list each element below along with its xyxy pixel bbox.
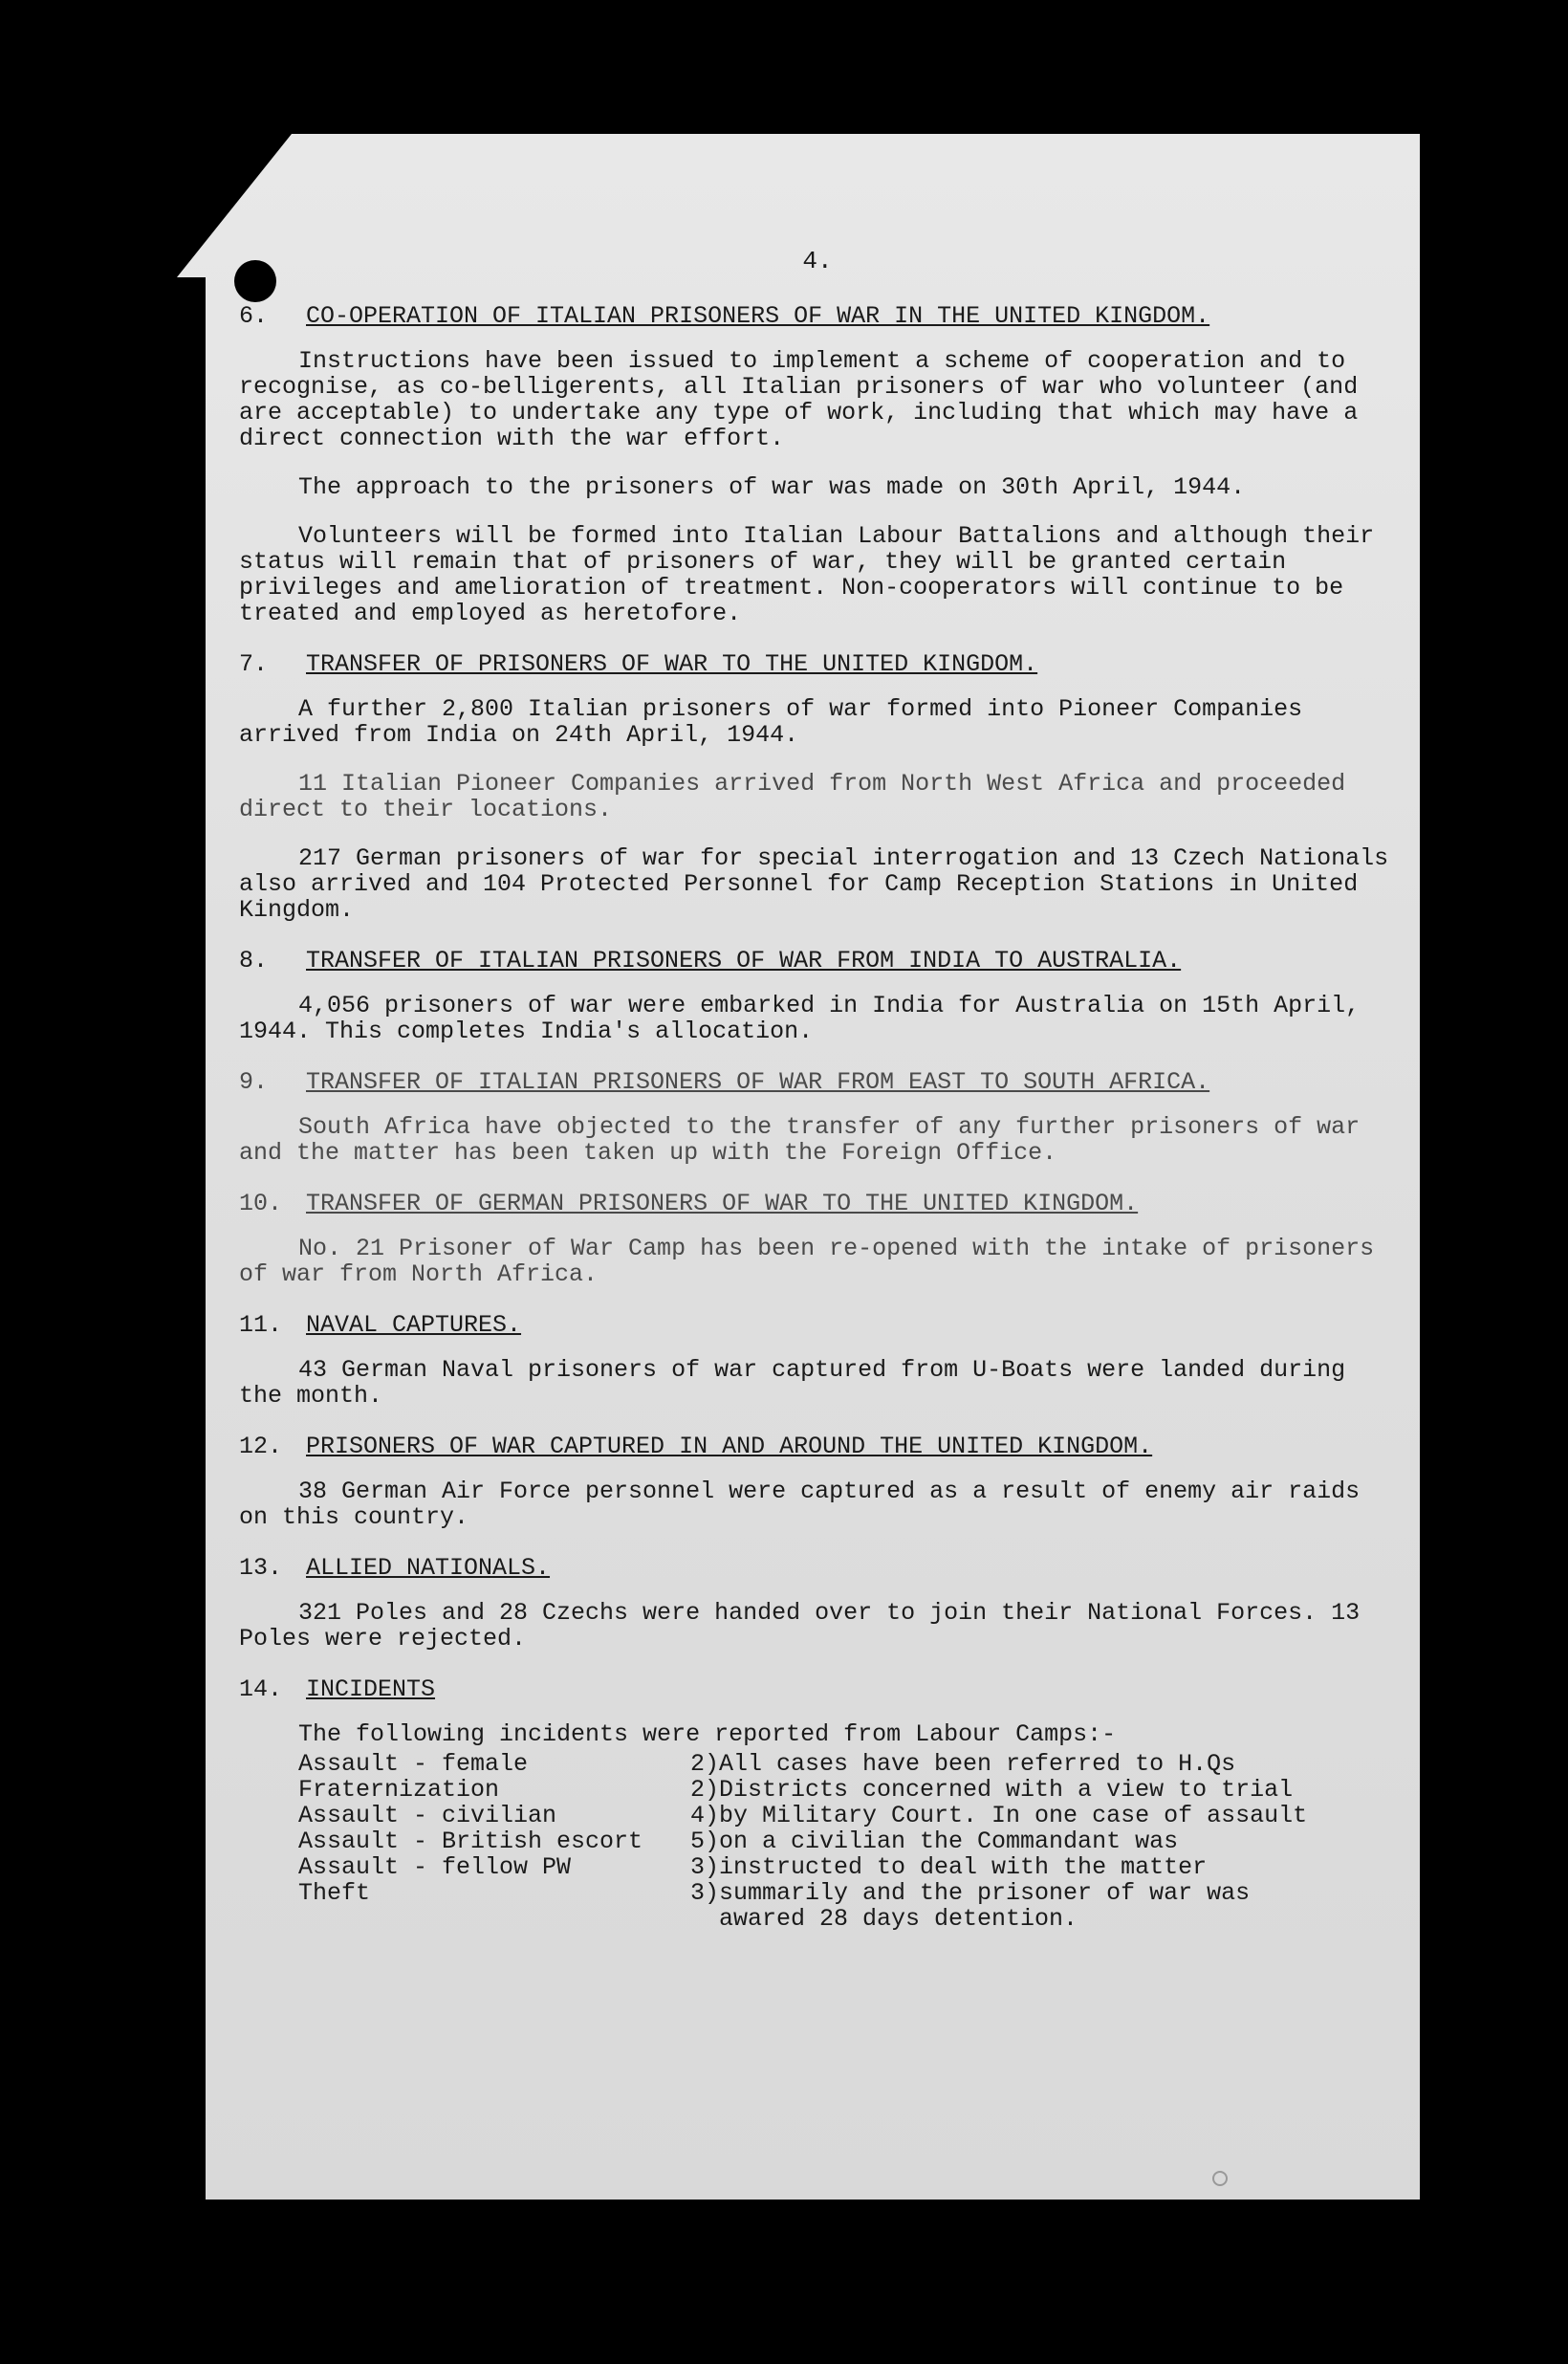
paragraph: 217 German prisoners of war for special interrogation and 13 Czech Nationals also arrived and 104 Protected Personnel for Camp Reception Stations in United Kingdom. — [239, 844, 1404, 924]
paragraph: 11 Italian Pioneer Companies arrived from North West Africa and proceeded direct to their locations. — [239, 770, 1361, 823]
section-title: TRANSFER OF PRISONERS OF WAR TO THE UNITED KINGDOM. — [306, 650, 1038, 678]
section-9 — [239, 1069, 1396, 1166]
incidents-table — [298, 1751, 1396, 1932]
paragraph: 38 German Air Force personnel were captured as a result of enemy air raids on this country. — [239, 1478, 1375, 1531]
paragraph: Instructions have been issued to implement a scheme of cooperation and to recognise, as co-belligerents, all Italian prisoners of war who volunteer (and are acceptable) to undertake any type of work, including that which may have a direct connection with the war effort. — [239, 347, 1373, 452]
section-heading — [239, 1555, 1396, 1581]
section-number: 12. — [239, 1433, 283, 1460]
list-item — [298, 1751, 719, 1777]
page-number: 4. — [802, 247, 833, 275]
section-title: TRANSFER OF ITALIAN PRISONERS OF WAR FROM EAST TO SOUTH AFRICA. — [306, 1068, 1210, 1096]
incident-label: Assault - civilian — [298, 1802, 557, 1829]
section-13 — [239, 1555, 1396, 1652]
section-heading — [239, 303, 1396, 329]
section-6 — [239, 303, 1396, 626]
section-12 — [239, 1434, 1396, 1530]
document-content — [239, 247, 1404, 1945]
incidents-list — [298, 1751, 719, 1932]
list-item — [298, 1854, 719, 1880]
section-number: 7. — [239, 650, 269, 678]
section-8 — [239, 948, 1396, 1044]
section-number: 8. — [239, 947, 269, 974]
section-heading — [239, 1676, 1396, 1702]
incident-label: Fraternization — [298, 1776, 500, 1804]
paragraph: 4,056 prisoners of war were embarked in India for Australia on 15th April, 1944. This completes India's allocation. — [239, 992, 1375, 1045]
section-title: ALLIED NATIONALS. — [306, 1554, 551, 1582]
list-item — [298, 1880, 719, 1906]
section-7 — [239, 650, 1404, 924]
paragraph: Volunteers will be formed into Italian Labour Battalions and although their status will remain that of prisoners of war, they will be granted certain privileges and amelioration of treatment. Non-cooperators will continue to be treated and employed as heretofore. — [239, 522, 1389, 627]
section-number: 10. — [239, 1190, 283, 1217]
incident-count: 3) — [689, 1853, 719, 1881]
section-number: 14. — [239, 1675, 283, 1703]
section-number: 13. — [239, 1554, 283, 1582]
section-11 — [239, 1312, 1396, 1409]
section-title: PRISONERS OF WAR CAPTURED IN AND AROUND THE UNITED KINGDOM. — [306, 1433, 1153, 1460]
incidents-note: All cases have been referred to H.Qs Districts concerned with a view to trial by Military Court. In one case of assault on a civilian the Commandant was instructed to deal with the matter summarily and the prisoner of war was awared 28 days detention. — [719, 1750, 1322, 1933]
paragraph: A further 2,800 Italian prisoners of war formed into Pioneer Companies arrived from India on 24th April, 1944. — [239, 695, 1318, 749]
incident-label: Assault - fellow PW — [298, 1853, 572, 1881]
paragraph: 321 Poles and 28 Czechs were handed over to join their National Forces. 13 Poles were rejected. — [239, 1599, 1375, 1653]
section-number: 6. — [239, 302, 269, 330]
section-heading — [239, 1069, 1396, 1095]
section-number: 11. — [239, 1311, 283, 1339]
list-item — [298, 1803, 719, 1828]
section-heading — [239, 651, 1396, 677]
incident-label: Assault - British escort — [298, 1828, 643, 1855]
incident-label: Theft — [298, 1879, 371, 1907]
incidents-intro: The following incidents were reported from Labour Camps:- — [298, 1720, 1117, 1748]
section-title: TRANSFER OF ITALIAN PRISONERS OF WAR FROM INDIA TO AUSTRALIA. — [306, 947, 1182, 974]
paragraph: No. 21 Prisoner of War Camp has been re-opened with the intake of prisoners of war from North Africa. — [239, 1235, 1389, 1288]
section-title: INCIDENTS — [306, 1675, 436, 1703]
section-number: 9. — [239, 1068, 269, 1096]
section-10 — [239, 1191, 1396, 1287]
section-title: NAVAL CAPTURES. — [306, 1311, 522, 1339]
incident-count: 4) — [689, 1802, 719, 1829]
section-heading — [239, 948, 1396, 974]
section-title: TRANSFER OF GERMAN PRISONERS OF WAR TO THE UNITED KINGDOM. — [306, 1190, 1139, 1217]
section-heading — [239, 1312, 1396, 1338]
section-14 — [239, 1676, 1396, 1932]
paragraph: South Africa have objected to the transfer of any further prisoners of war and the matter has been taken up with the Foreign Office. — [239, 1113, 1375, 1167]
ink-mark — [1212, 2171, 1228, 2186]
section-heading — [239, 1191, 1396, 1216]
incident-label: Assault - female — [298, 1750, 529, 1778]
paragraph: The approach to the prisoners of war was made on 30th April, 1944. — [298, 473, 1246, 501]
incident-count: 2) — [689, 1776, 719, 1804]
incident-count: 3) — [689, 1879, 719, 1907]
incident-count: 2) — [689, 1750, 719, 1778]
section-heading — [239, 1434, 1396, 1459]
list-item — [298, 1777, 719, 1803]
paragraph: 43 German Naval prisoners of war captured from U-Boats were landed during the month. — [239, 1356, 1361, 1410]
section-title: CO-OPERATION OF ITALIAN PRISONERS OF WAR IN THE UNITED KINGDOM. — [306, 302, 1210, 330]
list-item — [298, 1828, 719, 1854]
incident-count: 5) — [689, 1828, 719, 1855]
